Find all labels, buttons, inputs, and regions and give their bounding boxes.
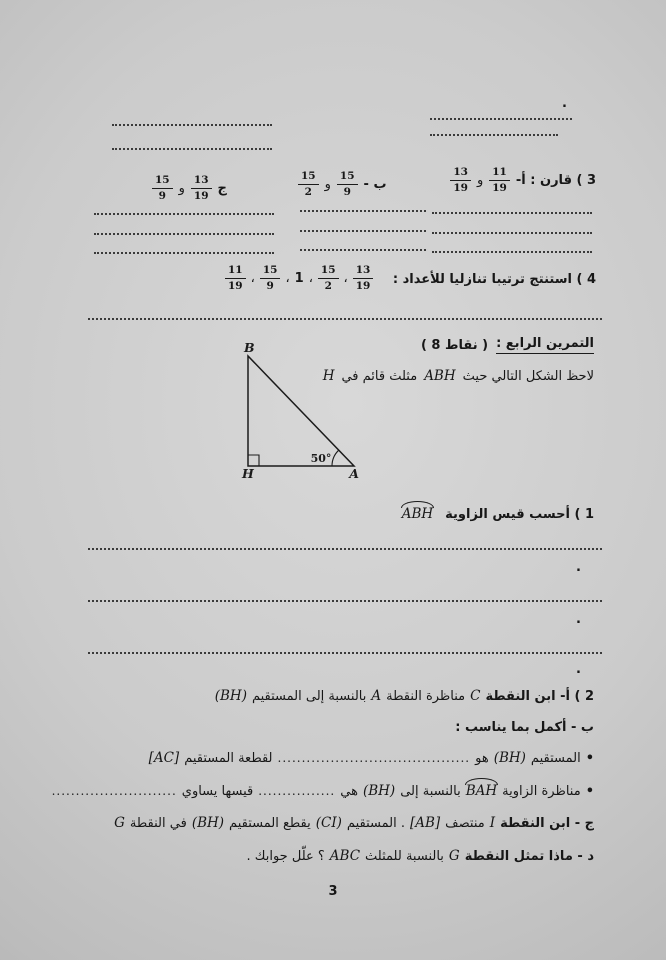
q3-c-label: ج (217, 180, 227, 196)
answer-dotted-line (432, 251, 592, 253)
exercise-points: ( 8 نقاط ) (420, 337, 489, 353)
q2c-text-1: منتصف (445, 815, 485, 831)
q3-b-label: ب - (363, 176, 387, 192)
q3-label: 3 ) قارن : أ- (515, 172, 596, 188)
q2d-statement (247, 848, 594, 864)
answer-dotted-line (112, 124, 272, 126)
b2-text-2: بالنسبة إلى (400, 783, 461, 799)
period-mark: . (576, 612, 581, 627)
q2b-label: ب - أكمل بما يناسب : (455, 720, 594, 735)
page-number: 3 (328, 884, 338, 899)
point-i-letter: I (489, 815, 496, 831)
vertex-h-label: H (242, 466, 254, 481)
angle-arc (332, 450, 339, 466)
point-g-letter: G (114, 815, 125, 831)
line-bh-notation: (BH) (214, 688, 247, 704)
line-bh-notation: (BH) (493, 750, 526, 766)
segment-ac-notation: [AC] (148, 750, 180, 766)
q4-number-list (225, 264, 373, 292)
fill-in-blank: ................ (258, 784, 336, 798)
answer-dotted-line (432, 212, 592, 214)
q3-compare-b (298, 170, 387, 198)
q2d-text-1: بالنسبة للمثلث (365, 848, 444, 864)
q2b-bullet-1 (149, 750, 594, 766)
q2c-text-4: في النقطة (129, 815, 187, 831)
b1-text-3: لقطعة المستقيم (184, 750, 273, 766)
q2a-text-1: مناظرة النقطة (386, 688, 466, 704)
q2a-text-2: بالنسبة إلى المستقيم (251, 688, 367, 704)
point-a-letter: A (371, 688, 382, 704)
triangle-figure (220, 336, 375, 488)
fraction-15-9: $\frac{15}{9}$ (152, 174, 173, 202)
fill-in-blank: ........................................ (277, 751, 471, 765)
q2d-text-2: ؟ علّل جوابك . (246, 848, 325, 864)
fraction-11-19: $\frac{11}{19}$ (489, 166, 510, 194)
bullet-icon: • (585, 750, 594, 766)
fill-in-blank: .......................... (51, 784, 177, 798)
b2-text-4: قيسها يساوي (181, 783, 254, 799)
b2-text-1: مناظرة الزاوية (502, 783, 581, 799)
q1-label: 1 ) أحسب قيس الزاوية (445, 506, 594, 522)
fraction-13-19: $\frac{13}{19}$ (353, 264, 374, 292)
answer-dotted-line (88, 652, 602, 654)
answer-dotted-line (300, 230, 426, 232)
bullet-icon: • (585, 783, 594, 799)
stray-period-mark: . (562, 96, 567, 111)
exercise-title: التمرين الرابع : (496, 336, 594, 354)
fraction-15-9: $\frac{15}{9}$ (260, 264, 281, 292)
b1-text-1: المستقيم (530, 750, 581, 766)
number-one: 1 (294, 270, 304, 286)
fraction-15-2: $\frac{15}{2}$ (318, 264, 339, 292)
line-ci-notation: (CI) (315, 815, 342, 831)
fraction-15-2: $\frac{15}{2}$ (298, 170, 319, 198)
answer-dotted-line (88, 600, 602, 602)
q3-compare-a (450, 166, 596, 194)
angle-bah-notation: BAH (465, 783, 498, 799)
answer-dotted-line (430, 134, 558, 136)
answer-dotted-line (430, 118, 572, 120)
q2c-statement (114, 815, 594, 831)
answer-dotted-line (94, 233, 274, 235)
answer-dotted-line (432, 232, 592, 234)
q2a-label: 2 ) أ- ابن النقطة (485, 688, 594, 704)
right-angle-mark (248, 455, 259, 466)
q2c-text-2: . المستقيم (346, 815, 405, 831)
answer-dotted-line (88, 318, 602, 320)
q4-statement (393, 272, 596, 287)
statement-pre: لاحظ الشكل التالي حيث (462, 368, 594, 384)
fraction-11-19: $\frac{11}{19}$ (225, 264, 246, 292)
triangle-outline (248, 356, 354, 466)
angle-50-label: 50° (310, 452, 332, 465)
vertex-b-label: B (244, 340, 255, 355)
segment-ab-notation: [AB] (409, 815, 441, 831)
period-mark: . (576, 662, 581, 677)
statement-mid: مثلث قائم في (341, 368, 418, 384)
period-mark: . (576, 560, 581, 575)
q2c-text-3: يقطع المستقيم (229, 815, 311, 831)
fraction-13-19: $\frac{13}{19}$ (450, 166, 471, 194)
q3-compare-c (152, 174, 227, 202)
fraction-15-9: $\frac{15}{9}$ (337, 170, 358, 198)
arabic-comma: ، (343, 270, 348, 286)
arabic-comma: ، (308, 270, 313, 286)
q4-label: 4 ) استنتج ترتيبا تنازليا للأعداد : (392, 272, 596, 287)
and-word: و (476, 172, 484, 188)
answer-dotted-line (94, 213, 274, 215)
and-word: و (178, 180, 185, 196)
answer-dotted-line (300, 249, 426, 251)
vertex-a-label: A (349, 466, 359, 481)
q2c-label: ج - ابن النقطة (500, 815, 594, 831)
q1-statement (402, 506, 594, 522)
answer-dotted-line (94, 252, 274, 254)
b2-text-3: هي (340, 783, 358, 799)
exercise-4-heading (421, 336, 594, 354)
q2a-statement (215, 688, 594, 704)
q2b-statement (455, 720, 594, 735)
point-c-letter: C (470, 688, 481, 704)
line-bh-notation: (BH) (362, 783, 396, 799)
triangle-abc-notation: ABC (329, 848, 361, 864)
b1-text-2: هو (475, 750, 489, 766)
q2d-label: د - ماذا تمثل النقطة (464, 848, 594, 864)
and-word: و (324, 176, 331, 192)
fraction-13-19: $\frac{13}{19}$ (191, 174, 212, 202)
angle-abh-notation: ABH (401, 506, 434, 522)
line-bh-notation: (BH) (191, 815, 225, 831)
arabic-comma: ، (250, 270, 255, 286)
arabic-comma: ، (285, 270, 290, 286)
right-vertex-letter: H (322, 368, 335, 384)
q2b-bullet-2 (52, 783, 594, 799)
triangle-name: ABH (424, 368, 456, 384)
answer-dotted-line (88, 548, 602, 550)
answer-dotted-line (300, 210, 426, 212)
answer-dotted-line (112, 148, 272, 150)
point-g-letter: G (448, 848, 460, 864)
